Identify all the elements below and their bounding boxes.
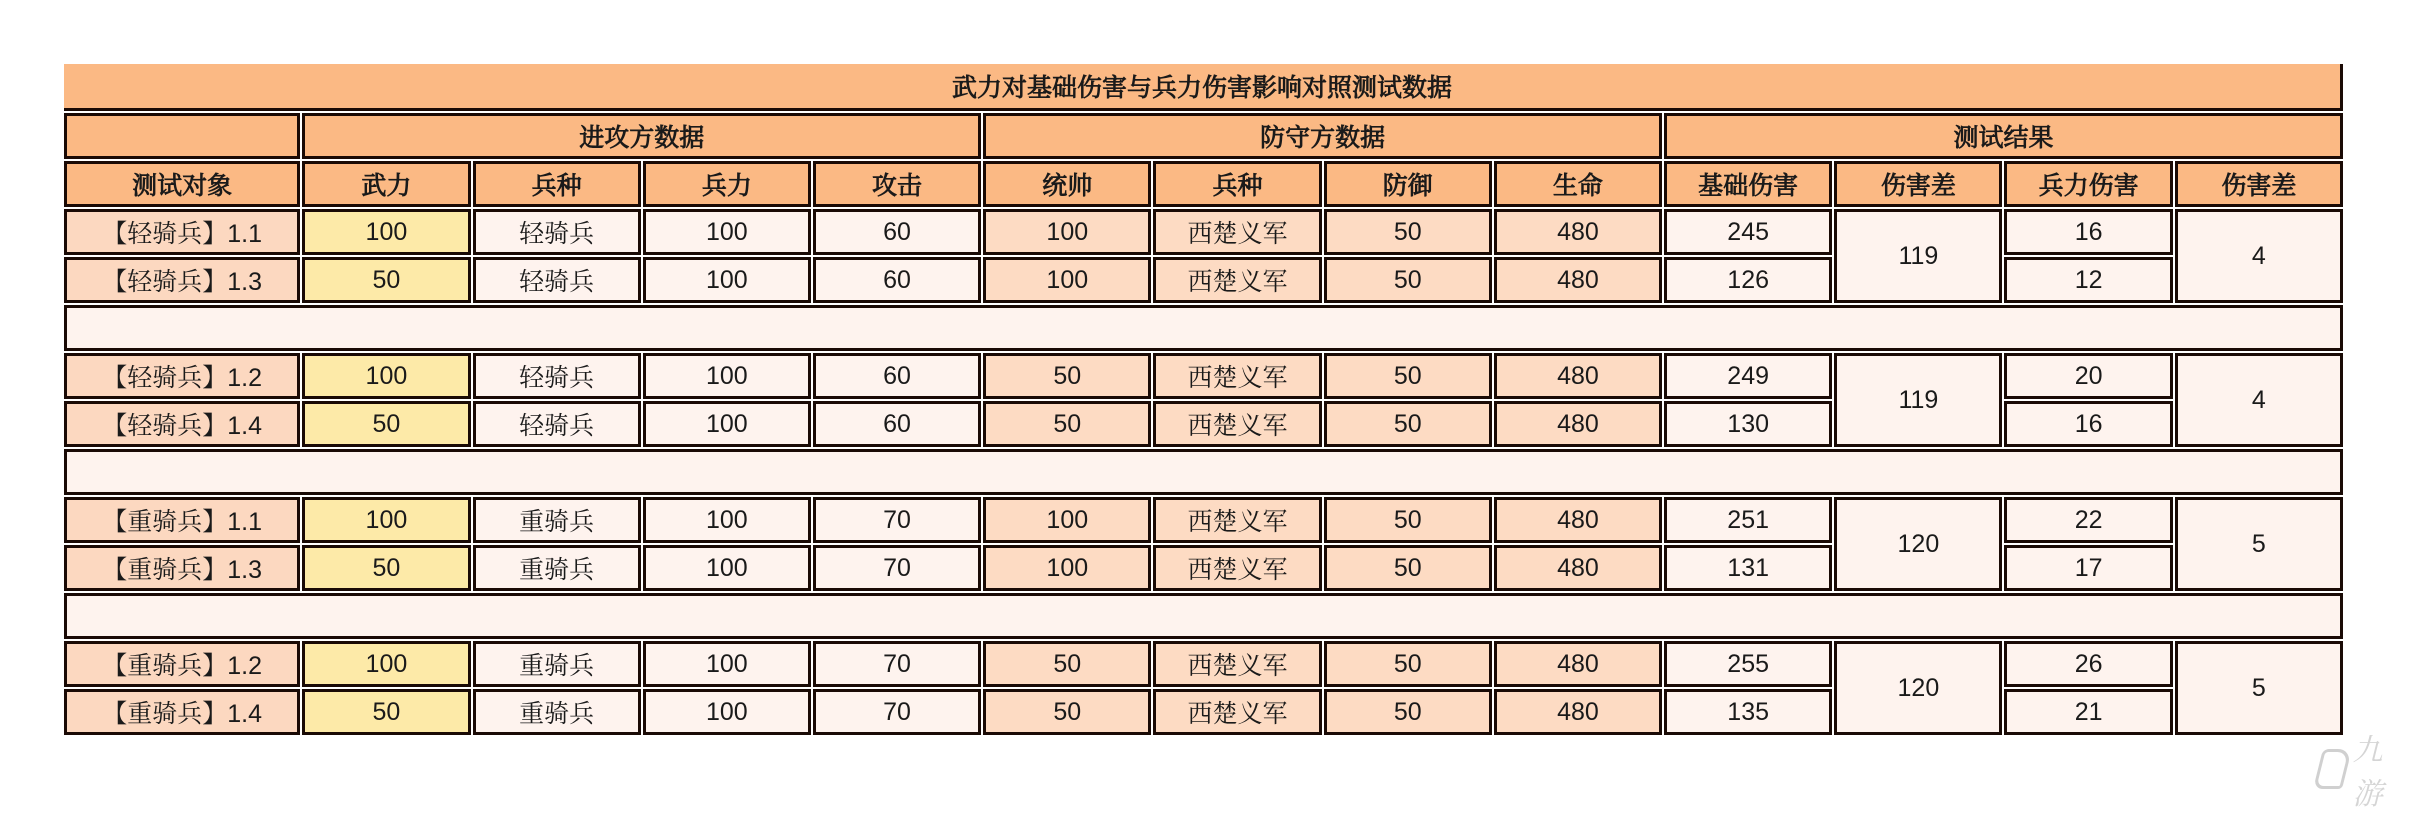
cell-defense: 50 [1324,353,1492,399]
col-header-base-damage: 基础伤害 [1664,161,1832,207]
cell-attack: 70 [813,497,981,543]
cell-hp: 480 [1494,497,1662,543]
cell-defender-type: 西楚义军 [1153,353,1321,399]
cell-test-object: 【轻骑兵】1.3 [64,257,300,303]
cell-troops: 100 [643,401,811,447]
cell-base-damage-diff: 119 [1834,209,2002,303]
group-header-defender: 防守方数据 [983,113,1662,159]
cell-test-object: 【轻骑兵】1.2 [64,353,300,399]
cell-wuli: 100 [302,641,470,687]
cell-attack: 60 [813,353,981,399]
cell-base-damage: 255 [1664,641,1832,687]
cell-base-damage-diff: 120 [1834,641,2002,735]
cell-defender-type: 西楚义军 [1153,401,1321,447]
table-row [64,497,2343,543]
cell-test-object: 【重骑兵】1.1 [64,497,300,543]
cell-command: 50 [983,689,1151,735]
cell-troops: 100 [643,497,811,543]
test-data-table [62,62,2345,737]
cell-command: 50 [983,641,1151,687]
cell-test-object: 【重骑兵】1.2 [64,641,300,687]
cell-defense: 50 [1324,689,1492,735]
cell-wuli: 50 [302,545,470,591]
col-header-attacker-type: 兵种 [473,161,641,207]
col-header-troop-damage-diff: 伤害差 [2175,161,2343,207]
table-row [64,641,2343,687]
cell-attack: 60 [813,401,981,447]
cell-command: 100 [983,497,1151,543]
cell-defense: 50 [1324,257,1492,303]
cell-attacker-type: 轻骑兵 [473,209,641,255]
cell-base-damage: 126 [1664,257,1832,303]
cell-hp: 480 [1494,257,1662,303]
cell-defender-type: 西楚义军 [1153,497,1321,543]
spacer-cell [64,305,2343,351]
cell-test-object: 【重骑兵】1.4 [64,689,300,735]
cell-attack: 60 [813,257,981,303]
cell-base-damage: 135 [1664,689,1832,735]
jiuyou-logo-icon [2313,749,2352,789]
cell-attacker-type: 重骑兵 [473,497,641,543]
cell-troop-damage-diff: 5 [2175,497,2343,591]
table-row [64,353,2343,399]
group-header-row [64,113,2343,159]
cell-troops: 100 [643,689,811,735]
cell-base-damage: 131 [1664,545,1832,591]
cell-wuli: 50 [302,257,470,303]
cell-wuli: 100 [302,497,470,543]
jiuyou-watermark [2318,734,2409,811]
spacer-cell [64,449,2343,495]
cell-attacker-type: 轻骑兵 [473,401,641,447]
cell-hp: 480 [1494,401,1662,447]
comparison-table-sheet [64,64,2343,737]
cell-attacker-type: 轻骑兵 [473,257,641,303]
group-header-result: 测试结果 [1664,113,2343,159]
cell-troop-damage: 16 [2004,209,2172,255]
cell-defender-type: 西楚义军 [1153,257,1321,303]
cell-wuli: 100 [302,353,470,399]
cell-test-object: 【轻骑兵】1.4 [64,401,300,447]
col-header-troop-damage: 兵力伤害 [2004,161,2172,207]
cell-defender-type: 西楚义军 [1153,545,1321,591]
cell-hp: 480 [1494,545,1662,591]
cell-troop-damage: 16 [2004,401,2172,447]
cell-hp: 480 [1494,353,1662,399]
group-header-attacker: 进攻方数据 [302,113,981,159]
cell-attack: 70 [813,689,981,735]
spacer-row [64,305,2343,351]
col-header-base-damage-diff: 伤害差 [1834,161,2002,207]
spacer-row [64,449,2343,495]
cell-command: 100 [983,257,1151,303]
cell-hp: 480 [1494,689,1662,735]
cell-troop-damage-diff: 5 [2175,641,2343,735]
cell-attacker-type: 重骑兵 [473,689,641,735]
col-header-command: 统帅 [983,161,1151,207]
group-header-blank [64,113,300,159]
cell-base-damage-diff: 120 [1834,497,2002,591]
cell-test-object: 【轻骑兵】1.1 [64,209,300,255]
column-header-row [64,161,2343,207]
cell-troop-damage: 20 [2004,353,2172,399]
cell-base-damage: 251 [1664,497,1832,543]
cell-defender-type: 西楚义军 [1153,641,1321,687]
col-header-wuli: 武力 [302,161,470,207]
cell-attack: 70 [813,545,981,591]
cell-troops: 100 [643,641,811,687]
cell-troops: 100 [643,209,811,255]
cell-troop-damage: 21 [2004,689,2172,735]
cell-troop-damage: 12 [2004,257,2172,303]
cell-troop-damage-diff: 4 [2175,209,2343,303]
cell-defender-type: 西楚义军 [1153,209,1321,255]
table-title: 武力对基础伤害与兵力伤害影响对照测试数据 [64,64,2343,111]
table-row [64,209,2343,255]
cell-hp: 480 [1494,641,1662,687]
cell-attacker-type: 重骑兵 [473,641,641,687]
col-header-test-object: 测试对象 [64,161,300,207]
cell-defense: 50 [1324,545,1492,591]
cell-command: 50 [983,353,1151,399]
cell-defense: 50 [1324,209,1492,255]
cell-base-damage: 130 [1664,401,1832,447]
cell-troop-damage: 26 [2004,641,2172,687]
cell-base-damage: 249 [1664,353,1832,399]
spacer-cell [64,593,2343,639]
cell-wuli: 100 [302,209,470,255]
watermark-text: 九游 [2352,734,2383,811]
cell-troop-damage: 17 [2004,545,2172,591]
cell-command: 50 [983,401,1151,447]
title-row [64,64,2343,111]
col-header-defender-type: 兵种 [1153,161,1321,207]
cell-defense: 50 [1324,497,1492,543]
col-header-hp: 生命 [1494,161,1662,207]
cell-defender-type: 西楚义军 [1153,689,1321,735]
cell-troops: 100 [643,353,811,399]
spacer-row [64,593,2343,639]
col-header-attack: 攻击 [813,161,981,207]
cell-attack: 70 [813,641,981,687]
cell-attack: 60 [813,209,981,255]
col-header-troops: 兵力 [643,161,811,207]
cell-hp: 480 [1494,209,1662,255]
cell-attacker-type: 重骑兵 [473,545,641,591]
cell-defense: 50 [1324,641,1492,687]
cell-attacker-type: 轻骑兵 [473,353,641,399]
cell-wuli: 50 [302,689,470,735]
cell-base-damage-diff: 119 [1834,353,2002,447]
cell-defense: 50 [1324,401,1492,447]
cell-troop-damage-diff: 4 [2175,353,2343,447]
cell-wuli: 50 [302,401,470,447]
cell-troops: 100 [643,257,811,303]
col-header-defense: 防御 [1324,161,1492,207]
cell-command: 100 [983,209,1151,255]
cell-troops: 100 [643,545,811,591]
cell-troop-damage: 22 [2004,497,2172,543]
cell-base-damage: 245 [1664,209,1832,255]
cell-test-object: 【重骑兵】1.3 [64,545,300,591]
cell-command: 100 [983,545,1151,591]
